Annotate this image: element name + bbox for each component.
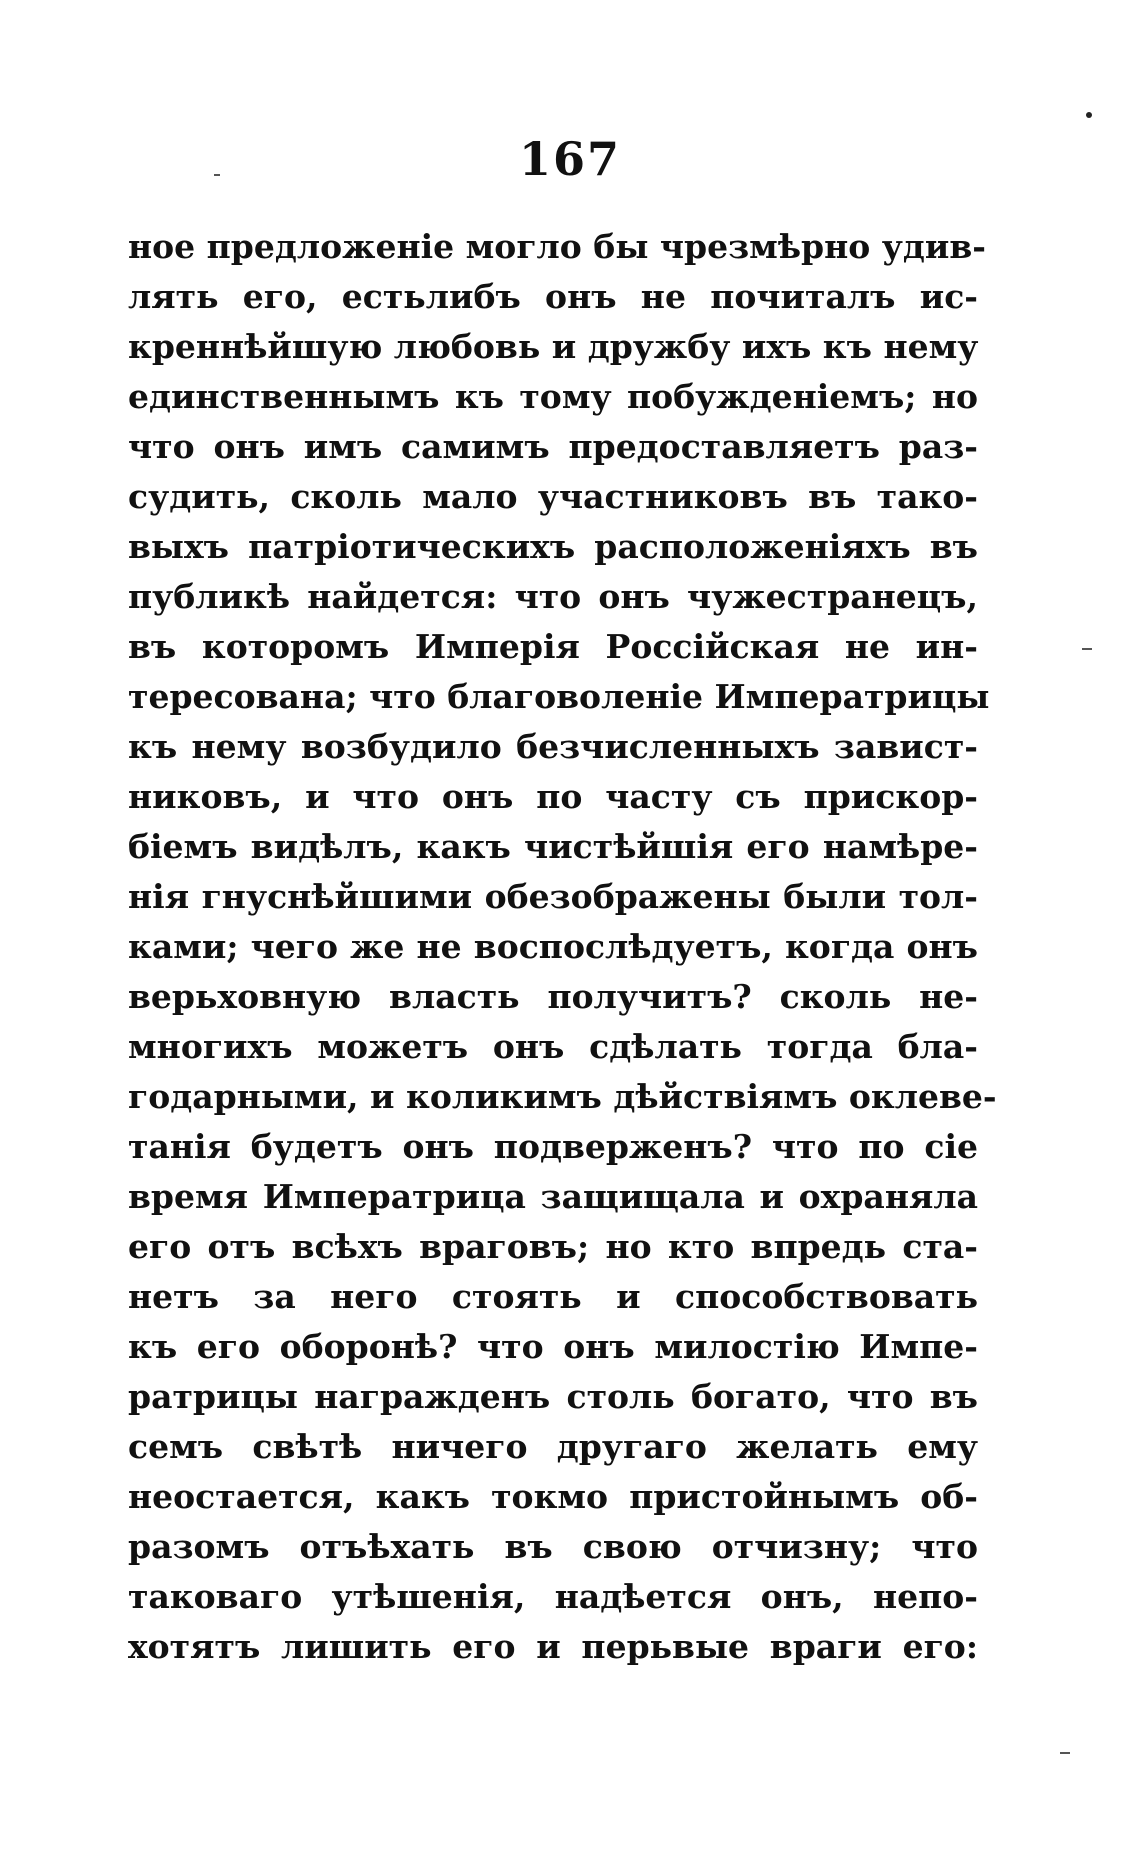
text-line: верьховную власть получитъ? сколь не- <box>128 977 978 1016</box>
text-line: время Императрица защищала и охраняла <box>128 1177 978 1216</box>
scan-speck <box>1086 112 1092 118</box>
scan-mark <box>1060 1752 1070 1754</box>
text-line: къ нему возбудило безчисленныхъ завист- <box>128 727 978 766</box>
page-number: 167 <box>518 132 622 186</box>
scan-mark <box>214 174 220 176</box>
text-line: лять его, естьлибъ онъ не почиталъ ис- <box>128 277 978 316</box>
text-line: нетъ за него стоять и способствовать <box>128 1277 978 1316</box>
text-line: къ его оборонѣ? что онъ милостію Импе- <box>128 1327 978 1366</box>
text-line: танія будетъ онъ подверженъ? что по сіе <box>128 1127 978 1166</box>
text-line: единственнымъ къ тому побужденіемъ; но <box>128 377 978 416</box>
text-line: тересована; что благоволеніе Императрицы <box>128 677 990 716</box>
text-line: выхъ патріотическихъ расположеніяхъ въ <box>128 527 978 566</box>
text-line: ками; чего же не воспослѣдуетъ, когда онъ <box>128 927 978 966</box>
scan-mark <box>1082 648 1092 650</box>
text-line: нія гнуснѣйшими обезображены были тол- <box>128 877 978 916</box>
text-line: публикѣ найдется: что онъ чужестранецъ, <box>128 577 978 616</box>
text-line: семъ свѣтѣ ничего другаго желать ему <box>128 1427 978 1466</box>
body-text <box>128 222 997 1672</box>
text-line: годарными, и коликимъ дѣйствіямъ оклеве- <box>128 1077 997 1116</box>
text-line: хотятъ лишить его и перьвые враги его: <box>128 1627 978 1666</box>
text-line: неостается, какъ токмо пристойнымъ об- <box>128 1477 978 1516</box>
text-line: никовъ, и что онъ по часту съ прискор- <box>128 777 978 816</box>
text-line: ное предложеніе могло бы чрезмѣрно удив- <box>128 227 986 266</box>
text-line: креннѣйшую любовь и дружбу ихъ къ нему <box>128 327 979 366</box>
text-line: въ которомъ Имперія Россійская не ин- <box>128 627 978 666</box>
text-line: многихъ можетъ онъ сдѣлать тогда бла- <box>128 1027 978 1066</box>
text-line: его отъ всѣхъ враговъ; но кто впредь ста- <box>128 1227 978 1266</box>
text-line: судить, сколь мало участниковъ въ тако- <box>128 477 978 516</box>
text-line: что онъ имъ самимъ предоставляетъ раз- <box>128 427 978 466</box>
text-line: біемъ видѣлъ, какъ чистѣйшія его намѣре- <box>128 827 978 866</box>
text-line: ратрицы награжденъ столь богато, что въ <box>128 1377 978 1416</box>
text-line: разомъ отъѣхать въ свою отчизну; что <box>128 1527 978 1566</box>
text-line: таковаго утѣшенія, надѣется онъ, непо- <box>128 1577 978 1616</box>
